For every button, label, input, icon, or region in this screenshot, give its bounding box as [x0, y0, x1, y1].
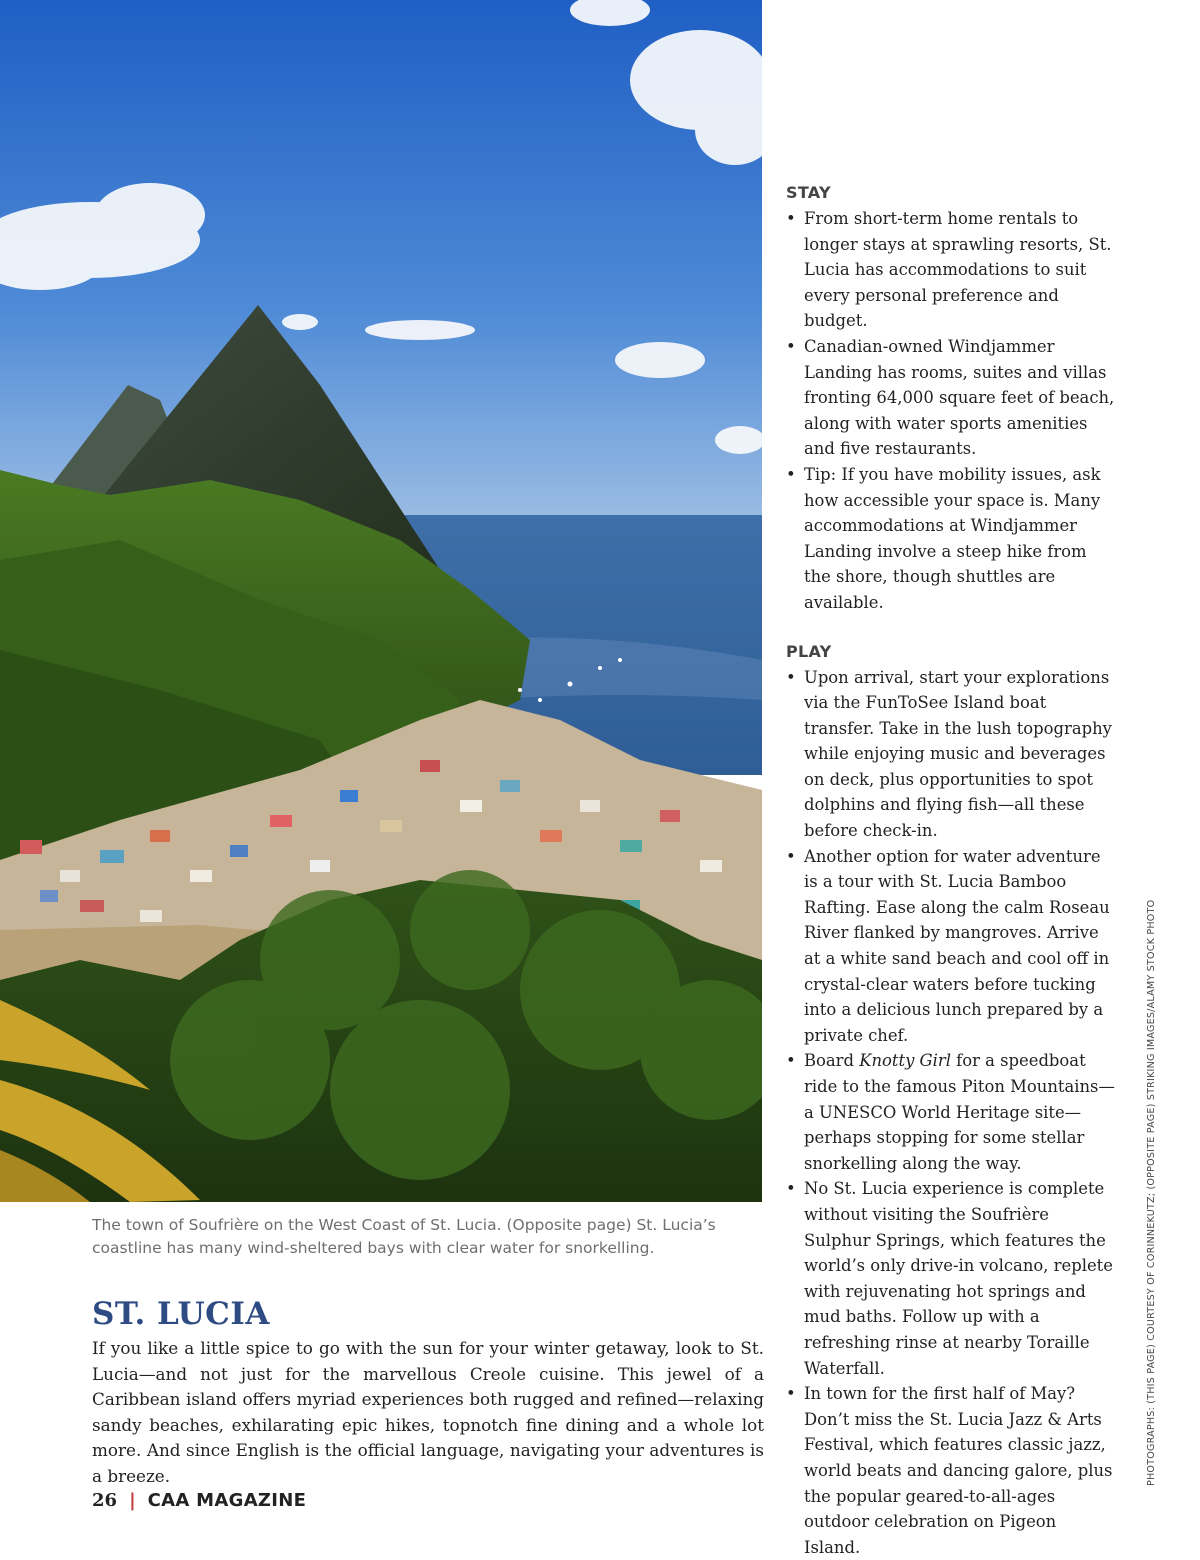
soufriere-photo — [0, 0, 762, 1202]
page-footer — [92, 1490, 306, 1511]
play-item: • Upon arrival, start your explorations via the FunToSee Island boat transfer. Take in the lush topography while enjoying music and beverages on deck, plus opportunities to spot dolphins and flying fish—all these before check-in. — [786, 665, 1116, 844]
article-title: ST. LUCIA — [92, 1296, 270, 1332]
stay-heading: STAY — [786, 183, 1116, 202]
photo-caption: The town of Soufrière on the West Coast of St. Lucia. (Opposite page) St. Lucia’s coastline has many wind-sheltered bays with clear water for snorkelling. — [92, 1214, 742, 1260]
stay-section — [786, 183, 1116, 616]
boat-name: Knotty Girl — [859, 1051, 951, 1070]
play-section — [786, 642, 1116, 1560]
page-number: 26 — [92, 1490, 117, 1511]
play-item: • Another option for water adventure is a tour with St. Lucia Bamboo Rafting. Ease along the calm Roseau River flanked by mangroves. Arrive at a white sand beach and cool off in crystal-clear waters before tucking into a delicious lunch prepared by a private chef. — [786, 844, 1116, 1049]
footer-separator: | — [129, 1490, 136, 1511]
play-item: • No St. Lucia experience is complete without visiting the Soufrière Sulphur Springs, which features the world’s only drive-in volcano, replete with rejuvenating hot springs and mud baths. Follow up with a refreshing rinse at nearby Toraille Waterfall. — [786, 1176, 1116, 1381]
stay-item: • Canadian-owned Windjammer Landing has rooms, suites and villas fronting 64,000 square feet of beach, along with water sports amenities and five restaurants. — [786, 334, 1116, 462]
play-list — [786, 665, 1116, 1560]
play-item — [786, 1048, 1116, 1176]
play-item: • In town for the first half of May? Don’t miss the St. Lucia Jazz & Arts Festival, which features classic jazz, world beats and dancing galore, plus the popular geared-to-all-ages outdoor celebration on Pigeon Island. — [786, 1381, 1116, 1560]
stay-list — [786, 206, 1116, 616]
article-intro: If you like a little spice to go with the sun for your winter getaway, look to St. Lucia—and not just for the marvellous Creole cuisine. This jewel of a Caribbean island offers myriad experiences both rugged and refined—relaxing sandy beaches, exhilarating epic hikes, topnotch fine dining and a whole lot more. And since English is the official language, navigating your adventures is a breeze. — [92, 1336, 764, 1490]
stay-item: • From short-term home rentals to longer stays at sprawling resorts, St. Lucia has accommodations to suit every personal preference and budget. — [786, 206, 1116, 334]
play-item-text: Board — [804, 1051, 859, 1070]
photo-credit: PHOTOGRAPHS: (THIS PAGE) COURTESY OF CORINNEKUTZ; (OPPOSITE PAGE) STRIKING IMAGES/ALAMY STOCK PHOTO — [1146, 836, 1157, 1486]
stay-item: • Tip: If you have mobility issues, ask how accessible your space is. Many accommodations at Windjammer Landing involve a steep hike from the shore, though shuttles are available. — [786, 462, 1116, 616]
sidebar-column — [786, 183, 1116, 1560]
play-item-text: for a speedboat ride to the famous Piton Mountains—a UNESCO World Heritage site—perhaps stopping for some stellar snorkelling along the way. — [804, 1051, 1115, 1172]
play-heading: PLAY — [786, 642, 1116, 661]
photo-illustration — [0, 0, 762, 1202]
magazine-name: CAA MAGAZINE — [148, 1490, 307, 1511]
